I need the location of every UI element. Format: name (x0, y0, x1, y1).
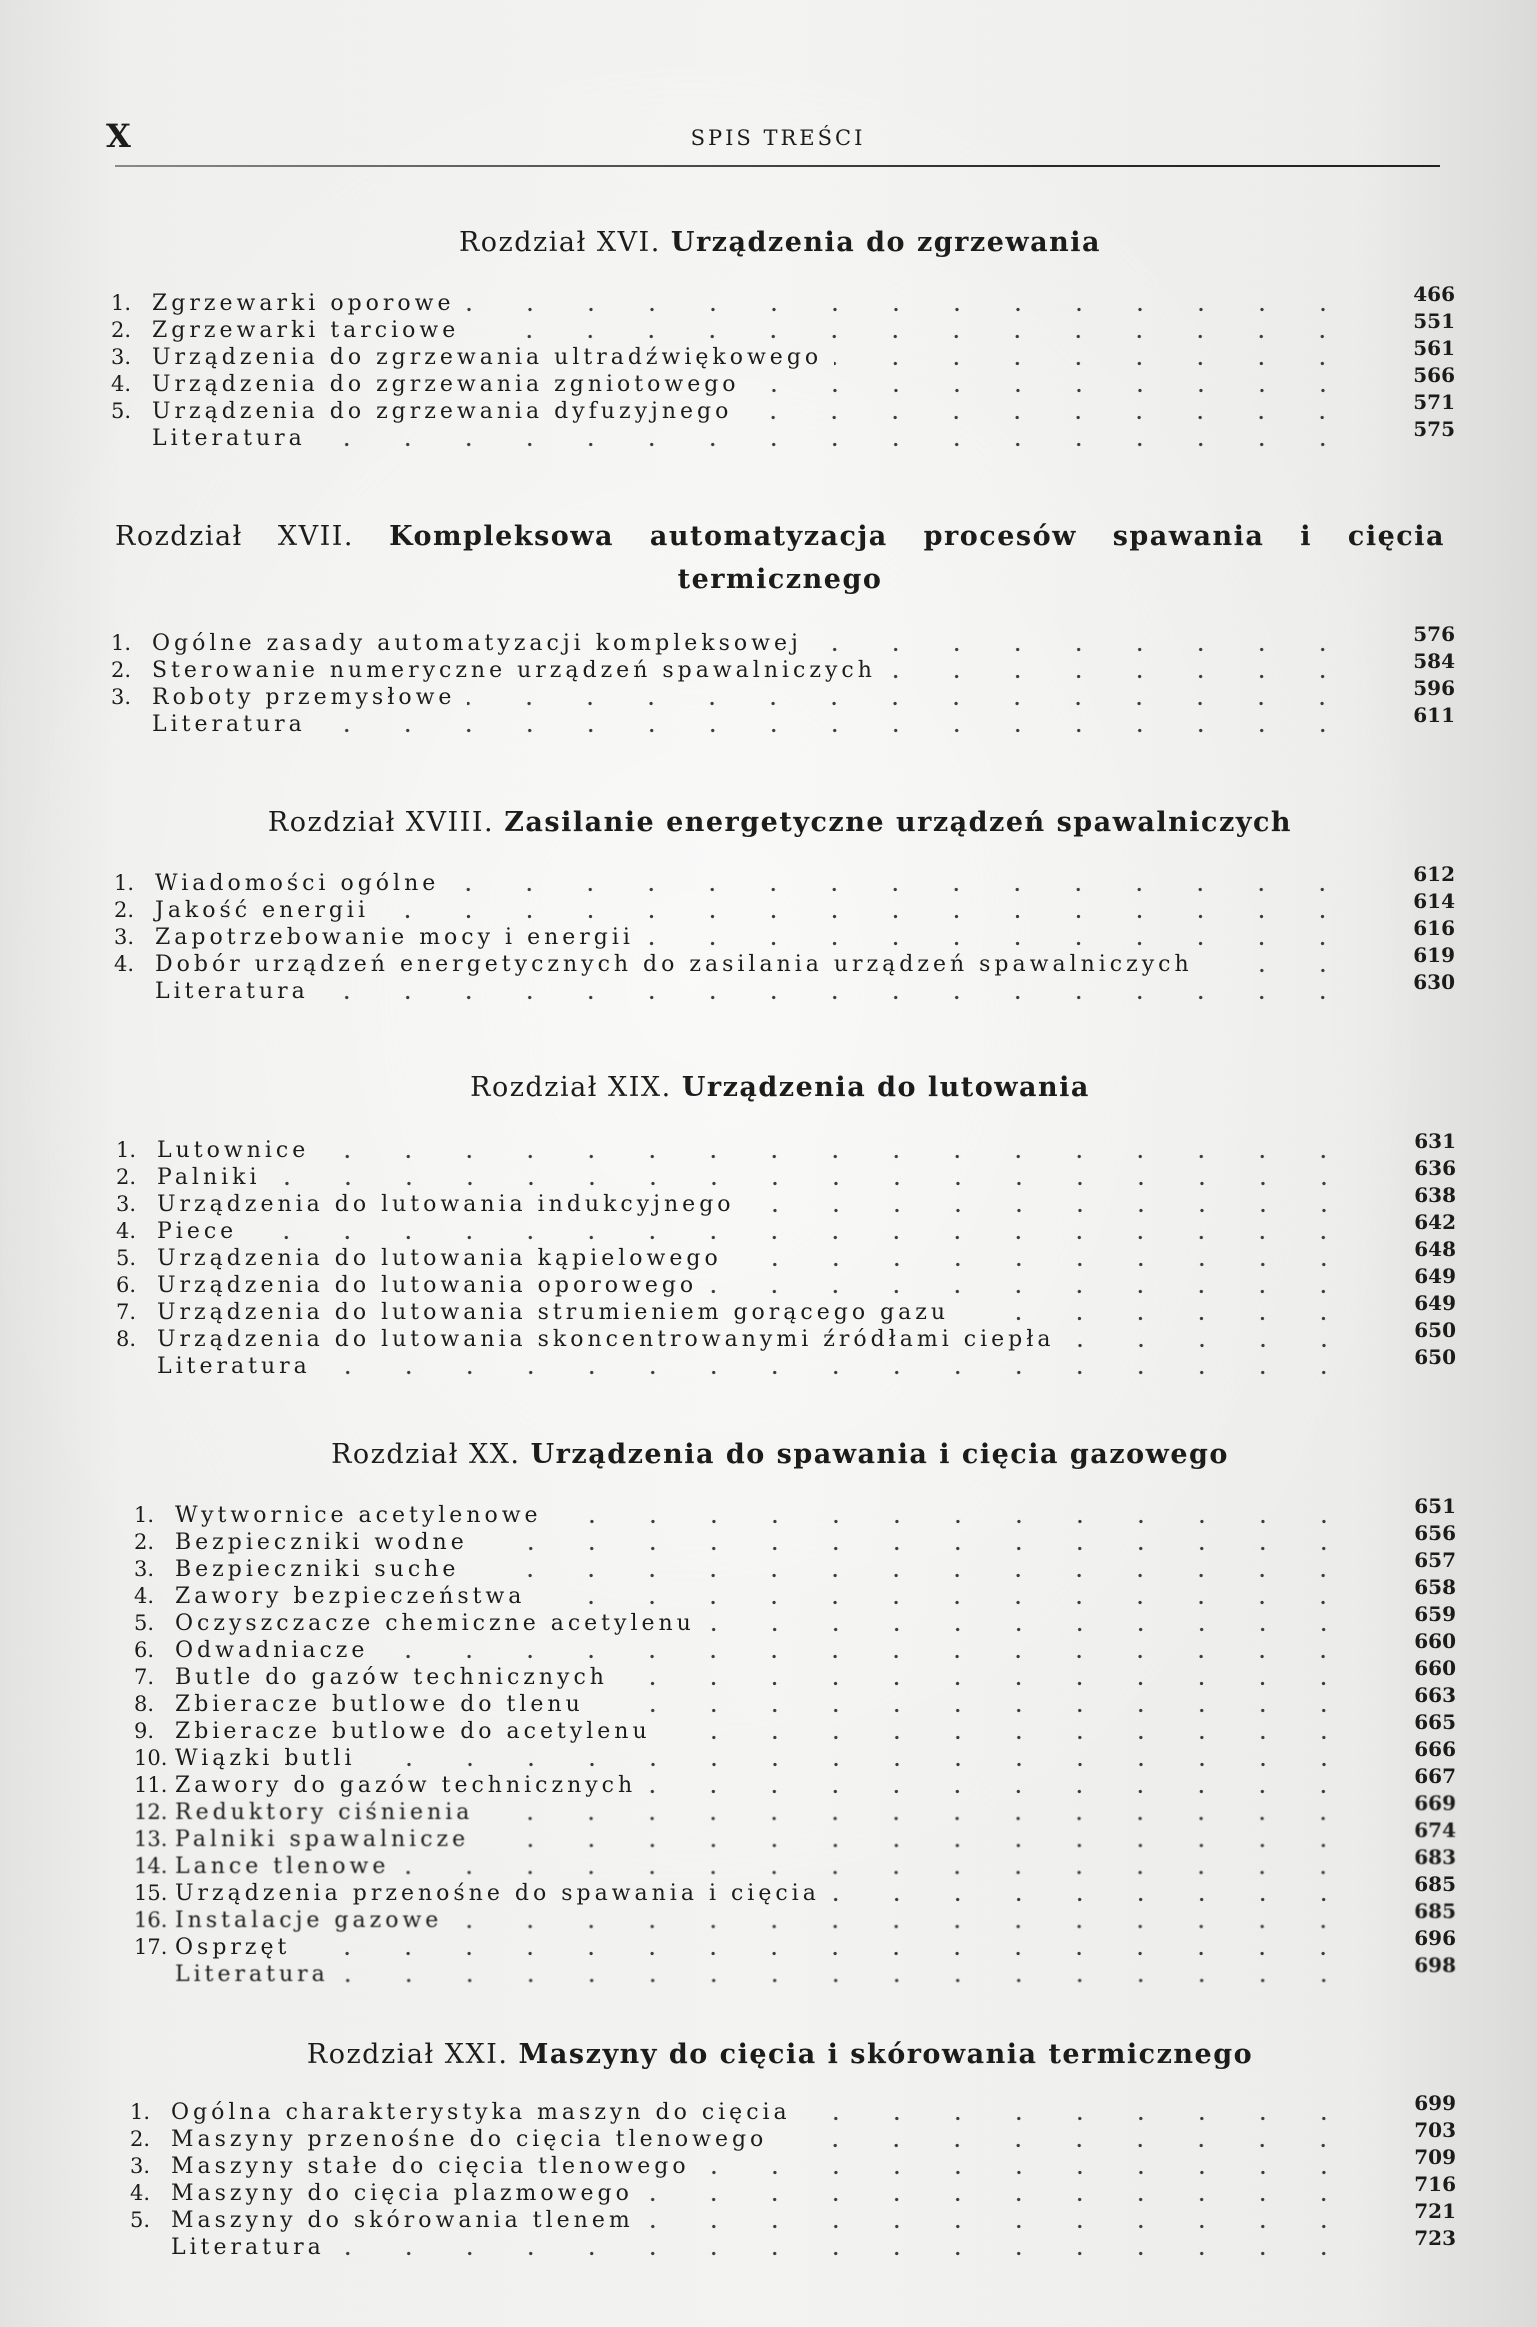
dot-leader (645, 2180, 1354, 2207)
dot-leader (803, 2099, 1354, 2126)
entry-page: 674 (1414, 1818, 1456, 1842)
entry-title: Maszyny stałe do cięcia tlenowego (171, 2154, 690, 2179)
chapter-entries (111, 622, 1455, 738)
entry-number: 3. (114, 925, 135, 949)
chapter-label: Rozdział XVII. (115, 521, 355, 552)
entry-number: 12. (134, 1800, 168, 1824)
entry-title: Maszyny przenośne do cięcia tlenowego (171, 2127, 768, 2152)
entry-page: 659 (1414, 1602, 1456, 1626)
entry-number: 1. (130, 2100, 151, 2124)
dot-leader (451, 870, 1353, 897)
entry-title: Wiadomości ogólne (155, 871, 440, 896)
toc-entry (134, 1737, 1456, 1772)
toc-entry (134, 1710, 1456, 1745)
dot-leader (401, 1853, 1354, 1880)
chapter-entries (134, 1494, 1456, 1988)
entry-number: 3. (111, 685, 132, 709)
dot-leader (747, 1191, 1354, 1218)
toc-entry (111, 390, 1455, 425)
toc-entry (116, 1129, 1456, 1164)
running-title: SPIS TREŚCI (690, 126, 866, 150)
toc-entry (134, 1683, 1456, 1718)
chapter-heading-continuation (115, 563, 1445, 597)
entry-title: Literatura (152, 426, 306, 451)
entry-page: 648 (1414, 1237, 1456, 1261)
toc-entry-literature (116, 1345, 1456, 1380)
entry-page: 619 (1413, 943, 1455, 967)
toc-entry (116, 1264, 1456, 1299)
entry-page: 638 (1414, 1183, 1456, 1207)
entry-title: Osprzęt (175, 1935, 291, 1960)
entry-number: 1. (116, 1138, 137, 1162)
entry-page: 666 (1414, 1737, 1456, 1761)
entry-page: 649 (1414, 1264, 1456, 1288)
toc-entry (130, 2199, 1456, 2234)
entry-page: 665 (1414, 1710, 1456, 1734)
entry-number: 5. (116, 1246, 137, 1270)
entry-number: 2. (111, 318, 132, 342)
toc-entry (134, 1521, 1456, 1556)
toc-entry (130, 2118, 1456, 2153)
dot-leader (337, 2234, 1354, 2261)
entry-page: 658 (1414, 1575, 1456, 1599)
dot-leader (249, 1218, 1354, 1245)
dot-leader (709, 1272, 1354, 1299)
dot-leader (318, 711, 1353, 738)
entry-title: Urządzenia do lutowania indukcyjnego (157, 1192, 735, 1217)
entry-page: 667 (1414, 1764, 1456, 1788)
entry-page: 614 (1413, 889, 1455, 913)
entry-number: 6. (134, 1638, 155, 1662)
entry-number: 4. (116, 1219, 137, 1243)
entry-page: 657 (1414, 1548, 1456, 1572)
toc-entry (134, 1872, 1456, 1907)
dot-leader (620, 1664, 1354, 1691)
chapter-title-line-2: termicznego (677, 564, 883, 595)
entry-title: Urządzenia do lutowania kąpielowego (157, 1246, 722, 1271)
entry-page: 576 (1413, 622, 1455, 646)
entry-number: 7. (116, 1300, 137, 1324)
entry-number: 8. (116, 1327, 137, 1351)
entry-page: 685 (1414, 1899, 1456, 1923)
dot-leader (888, 657, 1353, 684)
entry-title: Maszyny do cięcia plazmowego (171, 2181, 633, 2206)
entry-page: 669 (1414, 1791, 1456, 1815)
entry-page: 716 (1414, 2172, 1456, 2196)
entry-page: 709 (1414, 2145, 1456, 2169)
entry-title: Jakość energii (155, 898, 369, 923)
entry-title: Ogólna charakterystyka maszyn do cięcia (171, 2100, 791, 2125)
dot-leader (1205, 951, 1353, 978)
entry-title: Zapotrzebowanie mocy i energii (155, 925, 634, 950)
chapter-title: Urządzenia do spawania i cięcia gazowego (530, 1439, 1229, 1470)
entry-title: Butle do gazów technicznych (175, 1665, 608, 1690)
dot-leader (814, 630, 1353, 657)
toc-entry (134, 1629, 1456, 1664)
chapter-label: Rozdział XX. (331, 1439, 521, 1470)
toc-entry (130, 2145, 1456, 2180)
entry-title: Palniki spawalnicze (175, 1827, 470, 1852)
entry-title: Literatura (157, 1354, 311, 1379)
entry-page: 571 (1413, 390, 1455, 414)
entry-number: 7. (134, 1665, 155, 1689)
entry-number: 9. (134, 1719, 155, 1743)
entry-page: 699 (1414, 2091, 1456, 2115)
chapter-title: Urządzenia do lutowania (681, 1072, 1090, 1103)
entry-page: 660 (1414, 1629, 1456, 1653)
entry-title: Wytwornice acetylenowe (175, 1503, 542, 1528)
dot-leader (1067, 1326, 1354, 1353)
chapter-heading (115, 806, 1445, 840)
entry-number: 3. (130, 2154, 151, 2178)
entry-page: 703 (1414, 2118, 1456, 2142)
entry-page: 642 (1414, 1210, 1456, 1234)
entry-number: 4. (130, 2181, 151, 2205)
entry-page: 685 (1414, 1872, 1456, 1896)
entry-title: Sterowanie numeryczne urządzeń spawalniczych (152, 658, 876, 683)
toc-entry (134, 1575, 1456, 1610)
entry-number: 4. (114, 952, 135, 976)
entry-title: Ogólne zasady automatyzacji kompleksowej (152, 631, 802, 656)
entry-number: 6. (116, 1273, 137, 1297)
toc-entry (116, 1291, 1456, 1326)
toc-entry (111, 649, 1455, 684)
entry-page: 631 (1414, 1129, 1456, 1153)
dot-leader (471, 1556, 1354, 1583)
entry-title: Zgrzewarki tarciowe (152, 318, 460, 343)
toc-entry-literature (111, 703, 1455, 738)
entry-page: 636 (1414, 1156, 1456, 1180)
dot-leader (273, 1164, 1354, 1191)
entry-number: 5. (111, 399, 132, 423)
page-number: X (106, 117, 131, 155)
dot-leader (323, 1353, 1354, 1380)
entry-number: 5. (134, 1611, 155, 1635)
dot-leader (321, 978, 1353, 1005)
entry-page: 696 (1414, 1926, 1456, 1950)
entry-page: 584 (1413, 649, 1455, 673)
entry-title: Bezpieczniki wodne (175, 1530, 468, 1555)
entry-page: 561 (1413, 336, 1455, 360)
entry-page: 723 (1414, 2226, 1456, 2250)
dot-leader (554, 1502, 1354, 1529)
entry-page: 683 (1414, 1845, 1456, 1869)
toc-entry (130, 2172, 1456, 2207)
dot-leader (646, 924, 1353, 951)
toc-entry (116, 1183, 1456, 1218)
chapter-entries (116, 1129, 1456, 1380)
entry-title: Roboty przemysłowe (152, 685, 456, 710)
chapter-entries (114, 862, 1455, 1005)
toc-entry (116, 1156, 1456, 1191)
entry-number: 1. (134, 1503, 155, 1527)
entry-number: 15. (134, 1881, 168, 1905)
dot-leader (381, 897, 1353, 924)
toc-entry (111, 309, 1455, 344)
toc-entry (116, 1237, 1456, 1272)
toc-entry (134, 1548, 1456, 1583)
toc-entry-literature (130, 2226, 1456, 2261)
entry-page: 698 (1414, 1953, 1456, 1977)
toc-entry (114, 889, 1455, 924)
entry-title: Odwadniacze (175, 1638, 369, 1663)
entry-number: 16. (134, 1908, 168, 1932)
entry-title: Zawory bezpieczeństwa (175, 1584, 526, 1609)
entry-title: Urządzenia do lutowania oporowego (157, 1273, 698, 1298)
entry-number: 2. (134, 1530, 155, 1554)
entry-number: 4. (134, 1584, 155, 1608)
entry-title: Instalacje gazowe (175, 1908, 443, 1933)
entry-title: Zbieracze butlowe do tlenu (175, 1692, 584, 1717)
entry-title: Reduktory ciśnienia (175, 1800, 474, 1825)
entry-title: Urządzenia do zgrzewania ultradźwiękowego (152, 345, 823, 370)
toc-entry (116, 1210, 1456, 1245)
entry-page: 612 (1413, 862, 1455, 886)
entry-number: 3. (134, 1557, 155, 1581)
entry-number: 1. (111, 291, 132, 315)
entry-page: 650 (1414, 1345, 1456, 1369)
entry-title: Palniki (157, 1165, 261, 1190)
dot-leader (832, 1880, 1354, 1907)
toc-entry (114, 916, 1455, 951)
chapter-label: Rozdział XVIII. (267, 807, 495, 838)
entry-number: 11. (134, 1773, 168, 1797)
dot-leader (302, 1934, 1354, 1961)
chapter-title: Zasilanie energetyczne urządzeń spawalniczych (504, 807, 1293, 838)
dot-leader (467, 290, 1353, 317)
dot-leader (646, 2207, 1354, 2234)
toc-entry (111, 622, 1455, 657)
entry-title: Piece (157, 1219, 238, 1244)
dot-leader (779, 2126, 1354, 2153)
entry-title: Urządzenia do lutowania strumieniem gorącego gazu (157, 1300, 950, 1325)
chapter-label: Rozdział XVI. (458, 227, 661, 258)
toc-entry (134, 1656, 1456, 1691)
toc-entry (134, 1791, 1456, 1826)
entry-page: 575 (1413, 417, 1455, 441)
toc-entry (111, 363, 1455, 398)
entry-title: Dobór urządzeń energetycznych do zasilania urządzeń spawalniczych (155, 952, 1193, 977)
entry-number: 14. (134, 1854, 168, 1878)
dot-leader (702, 2153, 1354, 2180)
chapter-entries (130, 2091, 1456, 2261)
entry-number: 4. (111, 372, 132, 396)
entry-number: 1. (111, 631, 132, 655)
dot-leader (380, 1637, 1354, 1664)
entry-page: 651 (1414, 1494, 1456, 1518)
dot-leader (734, 1245, 1354, 1272)
toc-entry (116, 1318, 1456, 1353)
dot-leader (961, 1299, 1354, 1326)
entry-number: 5. (130, 2208, 151, 2232)
toc-entry (111, 336, 1455, 371)
entry-page: 616 (1413, 916, 1455, 940)
entry-title: Literatura (152, 712, 306, 737)
chapter-label: Rozdział XIX. (470, 1072, 672, 1103)
chapter-heading (115, 1438, 1445, 1472)
toc-entry-literature (111, 417, 1455, 452)
entry-number: 1. (114, 871, 135, 895)
entry-title: Zgrzewarki oporowe (152, 291, 455, 316)
chapter-title: Urządzenia do zgrzewania (670, 227, 1102, 258)
dot-leader (648, 1772, 1354, 1799)
toc-entry (114, 862, 1455, 897)
entry-title: Urządzenia do zgrzewania dyfuzyjnego (152, 399, 733, 424)
entry-number: 17. (134, 1935, 168, 1959)
toc-entry (134, 1926, 1456, 1961)
entry-number: 2. (116, 1165, 137, 1189)
entry-title: Literatura (171, 2235, 325, 2260)
entry-page: 660 (1414, 1656, 1456, 1680)
entry-title: Literatura (155, 979, 309, 1004)
toc-entry (130, 2091, 1456, 2126)
dot-leader (321, 1137, 1354, 1164)
entry-title: Urządzenia przenośne do spawania i cięcia (175, 1881, 820, 1906)
chapter-heading (115, 2038, 1445, 2072)
chapter-heading (115, 226, 1445, 260)
chapter-label: Rozdział XXI. (306, 2039, 509, 2070)
header-rule (115, 165, 1440, 167)
entry-number: 8. (134, 1692, 155, 1716)
chapter-heading (115, 520, 1445, 554)
dot-leader (537, 1583, 1354, 1610)
entry-number: 2. (111, 658, 132, 682)
entry-title: Zawory do gazów technicznych (175, 1773, 637, 1798)
dot-leader (744, 398, 1353, 425)
entry-title: Urządzenia do zgrzewania zgniotowego (152, 372, 740, 397)
entry-page: 551 (1413, 309, 1455, 333)
entry-title: Bezpieczniki suche (175, 1557, 460, 1582)
dot-leader (481, 1826, 1354, 1853)
entry-number: 3. (116, 1192, 137, 1216)
entry-title: Urządzenia do lutowania skoncentrowanymi źródłami ciepła (157, 1327, 1055, 1352)
entry-page: 663 (1414, 1683, 1456, 1707)
chapter-entries (111, 282, 1455, 452)
toc-entry (134, 1845, 1456, 1880)
dot-leader (485, 1799, 1354, 1826)
dot-leader (480, 1529, 1354, 1556)
entry-title: Zbieracze butlowe do acetylenu (175, 1719, 651, 1744)
toc-entry (111, 676, 1455, 711)
entry-page: 656 (1414, 1521, 1456, 1545)
toc-entry (134, 1602, 1456, 1637)
entry-page: 611 (1413, 703, 1455, 727)
dot-leader (471, 317, 1353, 344)
toc-entry (111, 282, 1455, 317)
entry-title: Lutownice (157, 1138, 310, 1163)
entry-page: 596 (1413, 676, 1455, 700)
toc-entry (114, 943, 1455, 978)
chapter-title: Maszyny do cięcia i skórowania termicznego (518, 2039, 1254, 2070)
toc-entry-literature (134, 1953, 1456, 1988)
entry-title: Oczyszczacze chemiczne acetylenu (175, 1611, 695, 1636)
toc-entry (134, 1899, 1456, 1934)
toc-entry (134, 1494, 1456, 1529)
entry-number: 13. (134, 1827, 168, 1851)
entry-page: 566 (1413, 363, 1455, 387)
dot-leader (752, 371, 1353, 398)
entry-title: Literatura (175, 1962, 329, 1987)
entry-number: 3. (111, 345, 132, 369)
entry-page: 466 (1413, 282, 1455, 306)
chapter-heading (115, 1071, 1445, 1105)
toc-entry (134, 1818, 1456, 1853)
entry-page: 630 (1413, 970, 1455, 994)
chapter-title-line-1: Kompleksowa automatyzacja procesów spawania i cięcia (389, 521, 1445, 552)
entry-title: Maszyny do skórowania tlenem (171, 2208, 634, 2233)
entry-page: 649 (1414, 1291, 1456, 1315)
dot-leader (454, 1907, 1354, 1934)
toc-entry (134, 1764, 1456, 1799)
entry-number: 2. (130, 2127, 151, 2151)
dot-leader (318, 425, 1353, 452)
entry-title: Lance tlenowe (175, 1854, 390, 1879)
entry-number: 10. (134, 1746, 168, 1770)
dot-leader (834, 344, 1353, 371)
dot-leader (663, 1718, 1354, 1745)
entry-number: 2. (114, 898, 135, 922)
dot-leader (707, 1610, 1354, 1637)
toc-entry-literature (114, 970, 1455, 1005)
entry-page: 721 (1414, 2199, 1456, 2223)
dot-leader (341, 1961, 1354, 1988)
entry-title: Wiązki butli (175, 1746, 356, 1771)
dot-leader (467, 684, 1353, 711)
entry-page: 650 (1414, 1318, 1456, 1342)
dot-leader (368, 1745, 1355, 1772)
dot-leader (596, 1691, 1354, 1718)
